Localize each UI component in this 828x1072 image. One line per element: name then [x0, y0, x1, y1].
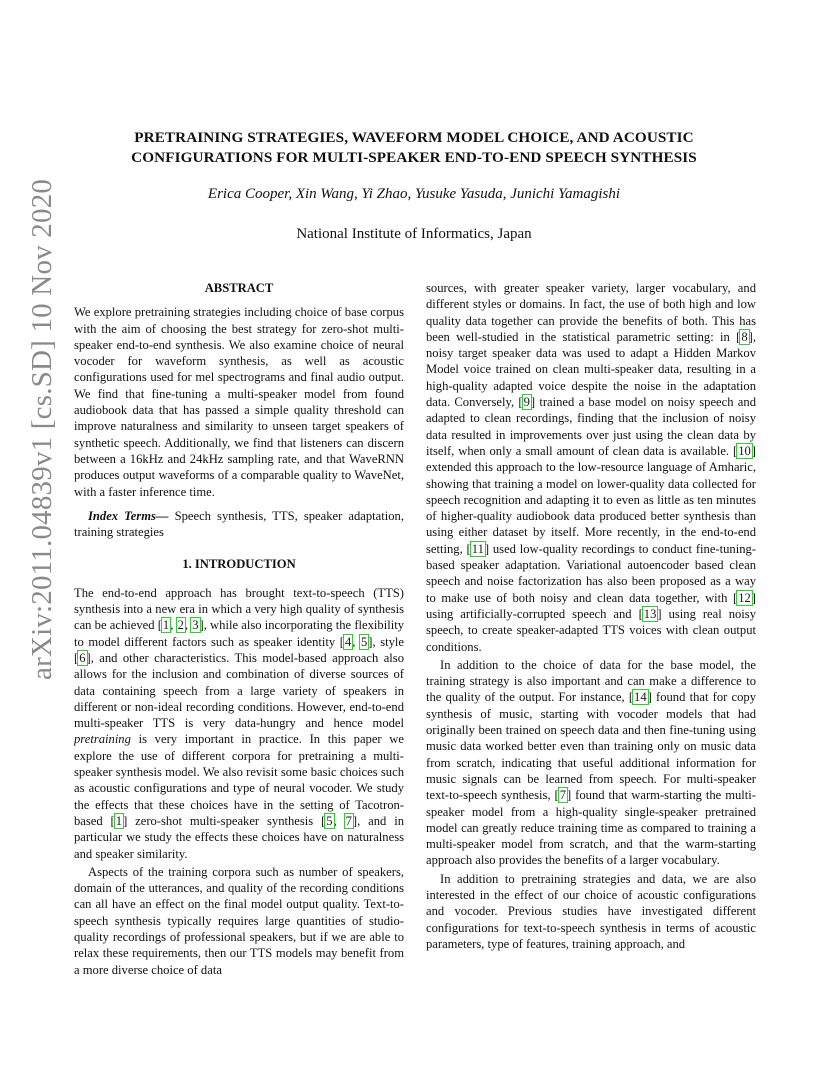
citation-link[interactable]: 11: [471, 541, 484, 556]
text-span: ], while also incorporating the flexibility to model different factors such as speaker identity [: [74, 618, 405, 649]
text-span: ], noisy target speaker data was used to adapt a Hidden Markov Model voice trained on clean multi-speaker data, resulting in a high-quality adapted voice despite the noise in the adaptation data. Conversely, [: [426, 329, 756, 410]
citation-link[interactable]: 4: [344, 634, 352, 649]
index-terms-text: Speech synthesis, TTS, speaker adaptation, training strategies: [74, 508, 404, 540]
intro-paragraph-1: The end-to-end approach has brought text-to-speech (TTS) synthesis into a new era in which a very high quality of synthesis can be achieved [1, 2, 3], while also incorporating the flexibility to model different factors such as speaker identity [4, 5], style [6], and other characteristics. This model-based approach also allows for the inclusion and combination of diverse sources of data containing speech from a large variety of speakers in different or non-ideal recording conditions. However, end-to-end multi-speaker TTS is very data-hungry and hence model pretraining is very important in practice. In this paper we explore the use of different corpora for pretraining a multi-speaker synthesis model. We also revisit some basic choices such as acoustic configurations and type of neural vocoder. We study the effects that these choices have in the setting of Tacotron-based [1] zero-shot multi-speaker synthesis [5, 7], and in particular we study the effects these choices have on naturalness and speaker similarity.: [74, 585, 405, 861]
affiliation: National Institute of Informatics, Japan: [296, 226, 532, 242]
intro-paragraph-2: Aspects of the training corpora such as number of speakers, domain of the utterances, and quality of the recording conditions can all have an effect on the final model output quality. Text-to-speech synthesis typically requires large quantities of studio-quality recordings of professional speakers, but if we are able to relax these requirements, then our TTS models may benefit from a more diverse choice of data: [74, 864, 404, 977]
text-span: ] zero-shot multi-speaker synthesis [: [123, 813, 326, 828]
index-terms-label: Index Terms—: [88, 508, 169, 523]
text-span: ], and in particular we study the effects these choices have on naturalness and speaker similarity.: [74, 813, 405, 861]
left-column: [74, 280, 404, 978]
text-span: ] using real noisy speech, to create speaker-adapted TTS voices with clean output conditions.: [426, 606, 757, 654]
citation-link[interactable]: 10: [738, 443, 751, 458]
text-span: ] extended this approach to the low-resource language of Amharic, showing that training a model on lower-quality data collected for speech recognition and adapting it to even as little as ten minutes of higher-quality audiobook data produced better synthesis than using either dataset by itself. More recently, in the end-to-end setting, [: [426, 443, 756, 556]
abstract-heading: ABSTRACT: [204, 281, 274, 295]
citation-link[interactable]: 13: [643, 606, 657, 621]
index-terms: [74, 508, 404, 541]
right-paragraph-2: [426, 657, 756, 869]
text-span: ] found that warm-starting the multi-speaker model from a high-quality single-speaker pretrained model can greatly reduce training time as compared to training a multi-speaker model from scratch, and that the warm-starting approach also provides the benefits of a larger vocabulary.: [426, 788, 756, 868]
text-span: ] trained a base model on noisy speech and adapted to clean recordings, finding that the inclusion of noisy data resulted in improvements over just using the clean data by itself, when only a small amount of clean data is available. [: [426, 395, 756, 458]
citation-link[interactable]: 14: [634, 690, 647, 705]
text-span: In addition to the choice of data for the base model, the training strategy is also important and can make a difference to the quality of the output. For instance, [: [426, 657, 756, 705]
intro-heading: 1. INTRODUCTION: [182, 557, 296, 572]
citation-link[interactable]: 6: [79, 650, 86, 665]
authors: Erica Cooper, Xin Wang, Yi Zhao, Yusuke Yasuda, Junichi Yamagishi: [207, 186, 621, 202]
citation-link[interactable]: 5: [361, 634, 368, 649]
text-span: ] used low-quality recordings to conduct fine-tuning-based speaker adaptation. Variational autoencoder based clean speech and noise factorization has also been proposed as a way to make use of both noisy and clean data together, with [: [426, 541, 756, 605]
abstract-body: We explore pretraining strategies including choice of base corpus with the aim of choosing the best strategy for zero-shot multi-speaker end-to-end synthesis. We also examine choice of neural vocoder for waveform synthesis, as well as acoustic configurations used for mel spectrograms and final audio output. We find that fine-tuning a multi-speaker model from found audiobook data that has passed a simple quality threshold can improve naturalness and similarity to unseen target speakers of synthetic speech. Additionally, we find that listeners can discern between a 16kHz and 24kHz sampling rate, and that WaveRNN produces output waveforms of a comparable quality to WaveNet, with a faster inference time.: [74, 305, 404, 499]
citation-link[interactable]: 9: [523, 395, 530, 410]
citation-link[interactable]: 3: [192, 618, 199, 633]
right-paragraph-3: In addition to pretraining strategies and data, we are also interested in the effect of our choice of acoustic configurations and vocoder. Previous studies have investigated different configurations for text-to-speech synthesis in terms of acoustic parameters, type of features, training approach, and: [426, 871, 756, 951]
title-line-1: PRETRAINING STRATEGIES, WAVEFORM MODEL CHOICE, AND ACOUSTIC: [134, 129, 694, 146]
text-span: sources, with greater speaker variety, larger vocabulary, and different styles or domains. In fact, the use of both high and low quality data together can provide the benefits of both. This has been well-studied in the statistical parametric setting: in [: [426, 281, 756, 344]
arxiv-identifier-text: arXiv:2011.04839v1 [cs.SD] 10 Nov 2020: [26, 178, 58, 680]
citation-link[interactable]: 2: [177, 618, 184, 633]
emphasis-pretraining: pretraining: [74, 732, 131, 747]
text-span: ], style [: [74, 634, 404, 665]
citation-link[interactable]: 1: [115, 813, 123, 828]
text-span: is very important in practice. In this paper we explore the use of different corpora for pretraining a multi-speaker synthesis model. We also revisit some basic choices such as acoustic configurations and type of neural vocoder. We study the effects that these choices have in the setting of Tacotron-based [: [74, 732, 404, 828]
text-span: ] using artificially-corrupted speech and [: [426, 590, 756, 621]
paper-title: [100, 128, 728, 168]
text-span: ] found that for copy synthesis of music, starting with vocoder models that had originally been trained on speech data and then fine-tuning using music data worked better even than training only on music data from scratch, indicating that useful additional information for music signals can be learned from speech. For multi-speaker text-to-speech synthesis, [: [426, 690, 756, 803]
right-column: [426, 280, 756, 952]
citation-link[interactable]: 5: [326, 813, 333, 828]
title-line-2: CONFIGURATIONS FOR MULTI-SPEAKER END-TO-END SPEECH SYNTHESIS: [131, 149, 697, 166]
citation-link[interactable]: 7: [559, 788, 567, 803]
right-paragraph-1: [426, 280, 756, 655]
text-span: The end-to-end approach has brought text-to-speech (TTS) synthesis into a new era in which a very high quality of synthesis can be achieved [: [74, 585, 404, 633]
arxiv-identifier: [18, 178, 58, 680]
citation-link[interactable]: 1: [162, 618, 170, 633]
text-span: ], and other characteristics. This model-based approach also allows for the inclusion and combination of diverse sources of data containing speech from a large variety of speakers in different or non-ideal recording conditions. However, end-to-end multi-speaker TTS is very data-hungry and hence model: [74, 650, 404, 731]
citation-link[interactable]: 7: [345, 813, 352, 828]
citation-link[interactable]: 8: [741, 329, 748, 344]
citation-link[interactable]: 12: [738, 590, 751, 605]
